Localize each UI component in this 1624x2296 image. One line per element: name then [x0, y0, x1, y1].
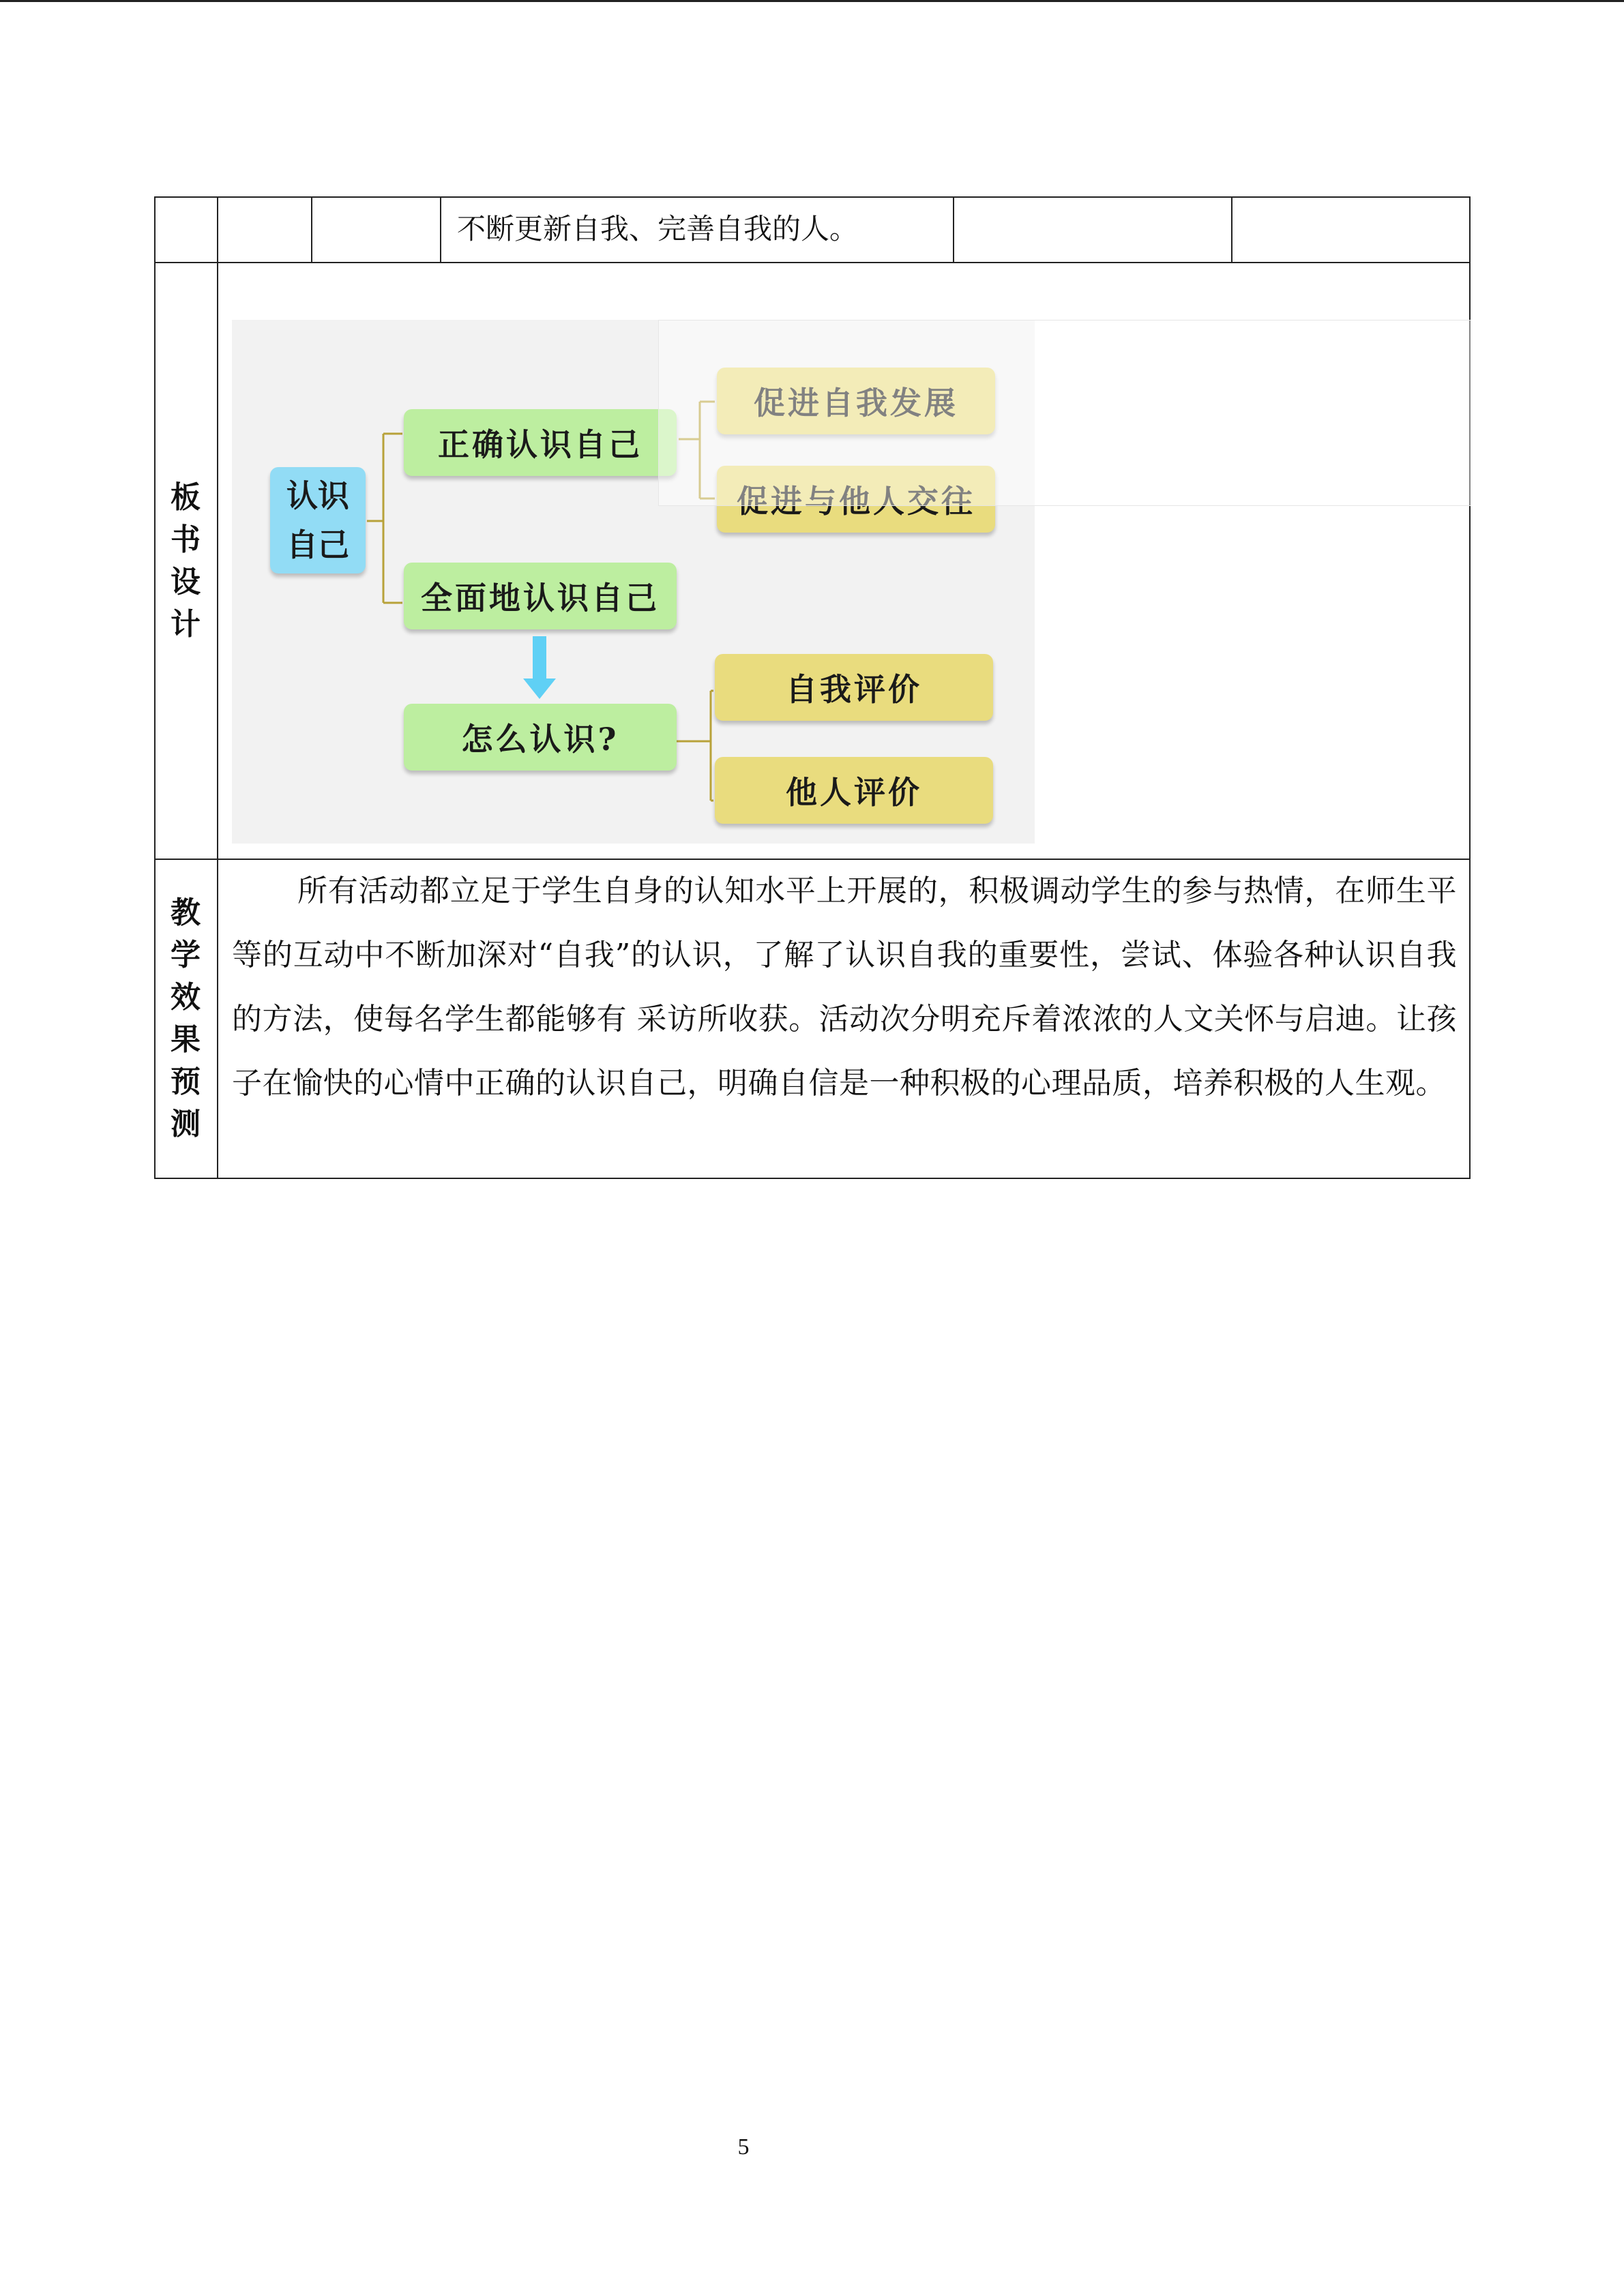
- table-line: [154, 262, 1471, 263]
- row1-content: 不断更新自我、完善自我的人。: [457, 212, 859, 245]
- label-char: 果: [171, 1022, 201, 1057]
- branch-correct: 正确认识自己: [404, 409, 677, 476]
- branch-how: 怎么认识?: [404, 704, 677, 771]
- table-line: [953, 196, 954, 263]
- branch-full: 全面地认识自己: [404, 563, 677, 629]
- teaching-effect-text: 所有活动都立足于学生自身的认知水平上开展的，积极调动学生的参与热情，在师生平等的互动中不断加深对“自我”的认识，了解了认识自我的重要性，尝试、体验各种认识自我的方法，使每名学生都能够有 采访所收获。活动次分明充斥着浓浓的人文关怀与启迪。让孩子在愉快的心情中正确的认识自己，明确自信是一种积极的心理品质，培养积极的人生观。: [232, 874, 1457, 1101]
- label-char: 书: [171, 522, 201, 557]
- table-line: [1231, 196, 1232, 263]
- leaf-interact: 促进与他人交往: [717, 466, 995, 533]
- label-char: 测: [171, 1107, 201, 1142]
- leaf-develop: 促进自我发展: [717, 368, 995, 434]
- label-char: 计: [171, 606, 201, 642]
- board-design-label: [154, 263, 217, 859]
- label-char: 教: [171, 895, 201, 930]
- root-line-1: 认识: [286, 477, 349, 514]
- root-node: [270, 467, 366, 573]
- label-char: 效: [171, 980, 201, 1015]
- leaf-other-eval: 他人评价: [715, 757, 993, 824]
- table-line: [154, 196, 1471, 198]
- table-line: [440, 196, 441, 263]
- leaf-self-eval: 自我评价: [715, 654, 993, 721]
- root-line-2: 自己: [286, 526, 349, 563]
- label-char: 预: [171, 1064, 201, 1099]
- faded-overlay-box: [658, 320, 1471, 506]
- teaching-effect-label: [154, 860, 217, 1178]
- table-line: [217, 196, 218, 1179]
- page-number: 5: [737, 2134, 750, 2160]
- page-top-rule: [0, 0, 1624, 2]
- table-line: [154, 1178, 1471, 1179]
- label-char: 设: [171, 564, 201, 599]
- label-char: 板: [171, 479, 201, 515]
- label-char: 学: [171, 938, 201, 972]
- table-line: [311, 196, 312, 263]
